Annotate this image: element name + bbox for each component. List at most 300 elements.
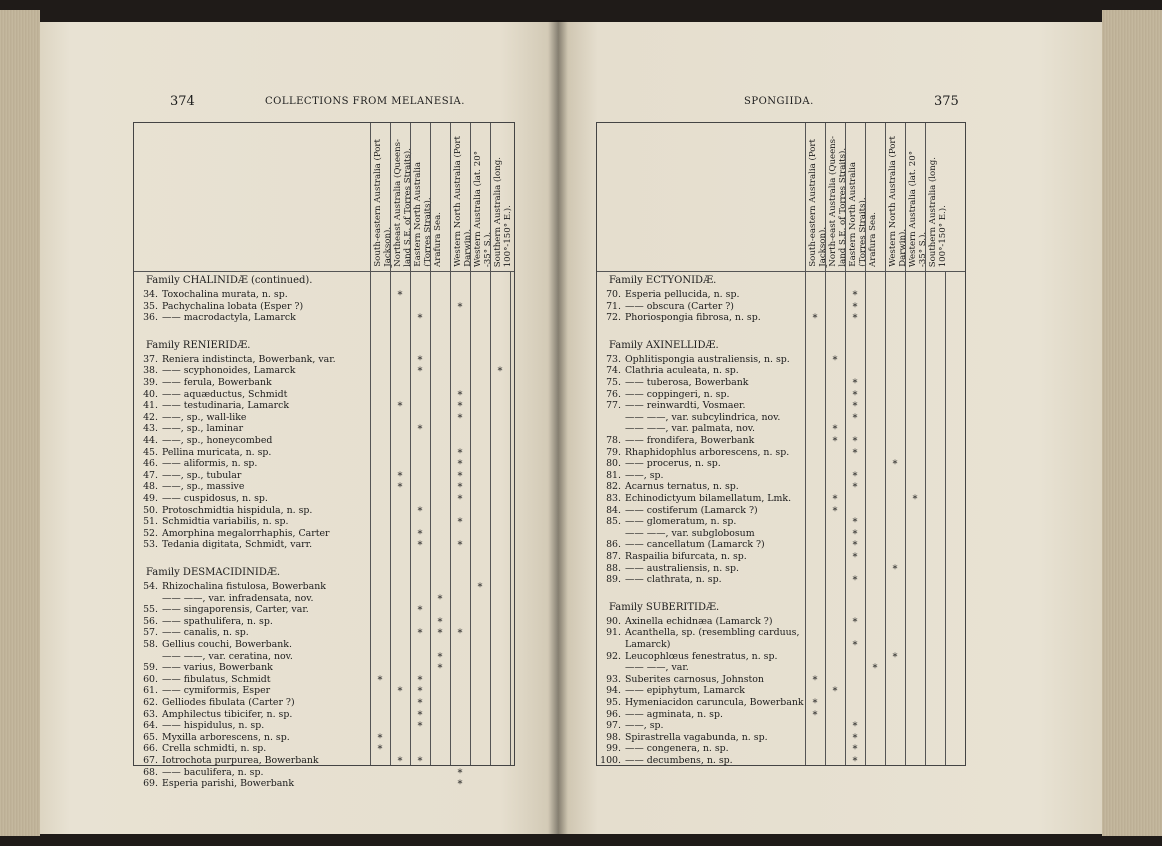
column-rule bbox=[825, 271, 826, 765]
table-row bbox=[597, 365, 805, 377]
right-page bbox=[558, 22, 1102, 834]
occurrence-mark: * bbox=[457, 494, 463, 505]
row-number: 65. bbox=[143, 731, 158, 743]
occurrence-mark: * bbox=[397, 290, 403, 301]
table-row bbox=[134, 435, 370, 447]
species-name: Acarnus ternatus, n. sp. bbox=[625, 481, 739, 493]
row-number: 52. bbox=[143, 527, 158, 539]
occurrence-mark: * bbox=[457, 470, 463, 482]
table-row bbox=[134, 447, 370, 459]
column-rule bbox=[805, 271, 806, 765]
table-row bbox=[597, 674, 805, 686]
table-row bbox=[134, 539, 370, 551]
table-row bbox=[134, 458, 370, 470]
species-name: Esperia parishi, Bowerbank bbox=[162, 778, 295, 790]
species-name: —— australiensis, n. sp. bbox=[625, 562, 739, 574]
species-name: ——, sp., massive bbox=[162, 481, 245, 493]
species-name: —— macrodactyla, Lamarck bbox=[162, 312, 296, 324]
column-header bbox=[450, 123, 473, 271]
species-name: Suberites carnosus, Johnston bbox=[625, 673, 764, 685]
occurrence-mark: * bbox=[437, 593, 443, 605]
row-number: 55. bbox=[143, 604, 158, 616]
row-number: 63. bbox=[143, 708, 158, 720]
row-number: 56. bbox=[143, 615, 158, 627]
row-number: 59. bbox=[143, 662, 158, 674]
species-name: Spirastrella vagabunda, n. sp. bbox=[625, 731, 768, 743]
column-header bbox=[925, 123, 948, 271]
column-header-text: Eastern North Australia (Torres Straits). bbox=[413, 162, 433, 267]
species-name: —— coppingeri, n. sp. bbox=[625, 388, 730, 400]
species-name: Tedania digitata, Schmidt, varr. bbox=[162, 539, 313, 551]
column-header-text: Southern Australia (long. 100°-150° E.). bbox=[928, 156, 948, 267]
species-name: —— varius, Bowerbank bbox=[162, 662, 273, 674]
table-row bbox=[134, 755, 370, 767]
table-row bbox=[597, 493, 805, 505]
species-name: Echinodictyum bilamellatum, Lmk. bbox=[625, 493, 792, 504]
row-number: 64. bbox=[143, 720, 158, 732]
row-number: 70. bbox=[606, 289, 621, 300]
occurrence-mark: * bbox=[397, 470, 403, 482]
column-rule bbox=[430, 271, 431, 765]
occurrence-mark: * bbox=[852, 616, 858, 628]
occurrence-mark: * bbox=[892, 651, 898, 663]
species-table-left bbox=[133, 122, 515, 791]
species-name: —— decumbens, n. sp. bbox=[625, 755, 733, 766]
table-row bbox=[597, 312, 805, 324]
species-name: Leucophlœus fenestratus, n. sp. bbox=[625, 650, 778, 662]
species-name: Phoriospongia fibrosa, n. sp. bbox=[625, 312, 761, 324]
column-header-text: Eastern North Australia (Torres Straits). bbox=[848, 162, 868, 267]
table-row bbox=[597, 720, 805, 732]
row-number: 77. bbox=[606, 400, 621, 412]
occurrence-mark: * bbox=[437, 651, 443, 663]
species-name: Ophlitispongia australiensis, n. sp. bbox=[625, 353, 790, 365]
table-row bbox=[134, 505, 370, 517]
species-name: —— fibulatus, Schmidt bbox=[162, 673, 271, 685]
species-name: Toxochalina murata, n. sp. bbox=[162, 289, 288, 300]
occurrence-mark: * bbox=[457, 482, 463, 494]
species-name: Myxilla arborescens, n. sp. bbox=[162, 731, 290, 743]
species-name: —— cancellatum (Lamarck ?) bbox=[625, 539, 765, 551]
table-row bbox=[597, 458, 805, 470]
table-row bbox=[597, 354, 805, 366]
table-row bbox=[134, 400, 370, 412]
species-name: Acanthella, sp. (resembling carduus, bbox=[625, 627, 800, 639]
table-row bbox=[134, 685, 370, 697]
family-heading: Family ECTYONIDÆ. bbox=[609, 275, 717, 286]
occurrence-mark: * bbox=[397, 756, 403, 767]
table-row bbox=[597, 685, 805, 697]
column-header-text: Western Australia (lat. 20° -35° S.). bbox=[908, 150, 928, 267]
species-name: Amorphina megalorrhaphis, Carter bbox=[162, 527, 330, 539]
left-page bbox=[40, 22, 558, 834]
occurrence-mark: * bbox=[832, 686, 838, 698]
species-name: —— spathulifera, n. sp. bbox=[162, 615, 273, 627]
family-heading: Family AXINELLIDÆ. bbox=[609, 339, 719, 351]
column-header bbox=[865, 123, 885, 271]
table-row bbox=[597, 301, 805, 313]
occurrence-mark: * bbox=[457, 412, 463, 424]
row-number: 51. bbox=[143, 516, 158, 528]
table-row bbox=[597, 616, 805, 628]
species-name: Reniera indistincta, Bowerbank, var. bbox=[162, 353, 336, 365]
table-row bbox=[134, 778, 370, 790]
table-row bbox=[134, 377, 370, 389]
table-row bbox=[134, 627, 370, 639]
table-row bbox=[134, 516, 370, 528]
page-edges-left bbox=[0, 10, 40, 836]
occurrence-mark: * bbox=[417, 686, 423, 698]
occurrence-mark: * bbox=[457, 447, 463, 459]
column-header-text: North-east Australia (Queens- land S.E. of Torres Straits). bbox=[828, 136, 848, 267]
row-number: 72. bbox=[606, 312, 621, 324]
row-number: 38. bbox=[143, 365, 158, 377]
row-number: 58. bbox=[143, 639, 158, 650]
species-name: Axinella echidnæa (Lamarck ?) bbox=[625, 615, 773, 627]
row-number: 96. bbox=[606, 708, 621, 720]
occurrence-mark: * bbox=[417, 721, 423, 733]
header-rule bbox=[597, 271, 965, 272]
column-rule bbox=[510, 271, 511, 765]
table-row bbox=[134, 720, 370, 732]
table-row bbox=[597, 709, 805, 721]
table-row bbox=[134, 481, 370, 493]
row-number: 78. bbox=[606, 435, 621, 446]
species-name: —— glomeratum, n. sp. bbox=[625, 516, 737, 528]
row-number: 39. bbox=[143, 377, 158, 388]
row-number: 68. bbox=[143, 766, 158, 778]
column-rule bbox=[885, 271, 886, 765]
occurrence-mark: * bbox=[397, 686, 403, 698]
occurrence-mark: * bbox=[437, 663, 443, 675]
family-heading: Family DESMACIDINIDÆ. bbox=[146, 567, 281, 578]
row-number: 75. bbox=[606, 377, 621, 388]
occurrence-mark: * bbox=[417, 366, 423, 378]
column-header bbox=[430, 123, 450, 271]
row-number: 48. bbox=[143, 481, 158, 493]
occurrence-mark: * bbox=[457, 389, 463, 401]
species-name: —— reinwardti, Vosmaer. bbox=[625, 400, 746, 412]
species-name: Clathria aculeata, n. sp. bbox=[625, 365, 739, 377]
species-name: Gellius couchi, Bowerbank. bbox=[162, 639, 292, 650]
table-row bbox=[134, 709, 370, 721]
row-number: 71. bbox=[606, 300, 621, 312]
occurrence-mark: * bbox=[892, 459, 898, 471]
column-header-text: Arafura Sea. bbox=[868, 212, 878, 267]
row-number: 79. bbox=[606, 446, 621, 458]
column-header bbox=[490, 123, 513, 271]
occurrence-mark: * bbox=[852, 313, 858, 325]
column-rule bbox=[450, 271, 451, 765]
table-row bbox=[134, 289, 370, 301]
row-number: 36. bbox=[143, 312, 158, 324]
row-number: 57. bbox=[143, 627, 158, 639]
species-name: —— baculifera, n. sp. bbox=[162, 766, 264, 778]
occurrence-mark: * bbox=[852, 517, 858, 529]
occurrence-mark: * bbox=[852, 756, 858, 767]
species-name: —— costiferum (Lamarck ?) bbox=[625, 504, 758, 516]
table-row bbox=[134, 593, 370, 605]
column-header-text: Northeast Australia (Queens- land S.E. of Torres Straits). bbox=[393, 139, 413, 267]
row-number: 69. bbox=[143, 778, 158, 790]
column-header bbox=[905, 123, 928, 271]
table-row bbox=[134, 365, 370, 377]
column-rule bbox=[410, 271, 411, 765]
occurrence-mark: * bbox=[832, 494, 838, 505]
row-number: 87. bbox=[606, 551, 621, 562]
species-name: —— cymiformis, Esper bbox=[162, 685, 271, 697]
row-number: 97. bbox=[606, 720, 621, 732]
row-number: 89. bbox=[606, 574, 621, 586]
table-row bbox=[134, 412, 370, 424]
occurrence-mark: * bbox=[417, 756, 423, 767]
row-number: 62. bbox=[143, 697, 158, 708]
table-row bbox=[134, 470, 370, 482]
occurrence-mark: * bbox=[417, 709, 423, 721]
row-number: 93. bbox=[606, 673, 621, 685]
table-row bbox=[597, 423, 805, 435]
species-name: ——, sp., honeycombed bbox=[162, 435, 273, 446]
table-row bbox=[597, 662, 805, 674]
occurrence-mark: * bbox=[417, 540, 423, 552]
occurrence-mark: * bbox=[497, 366, 503, 378]
column-rule bbox=[865, 271, 866, 765]
occurrence-mark: * bbox=[437, 616, 443, 628]
species-name: Esperia pellucida, n. sp. bbox=[625, 289, 740, 300]
row-number: 40. bbox=[143, 388, 158, 400]
column-header bbox=[390, 123, 413, 271]
row-number: 100. bbox=[600, 755, 621, 766]
running-head: SPONGIIDA. bbox=[744, 96, 814, 107]
occurrence-mark: * bbox=[457, 767, 463, 779]
occurrence-mark: * bbox=[812, 674, 818, 686]
row-number: 35. bbox=[143, 300, 158, 312]
species-name: —— ——, var. subcylindrica, nov. bbox=[625, 411, 781, 423]
species-name: Pachychalina lobata (Esper ?) bbox=[162, 300, 304, 312]
column-header-text: South-eastern Australia (Port Jackson). bbox=[808, 139, 828, 267]
table-row bbox=[597, 400, 805, 412]
column-header bbox=[470, 123, 493, 271]
table-row bbox=[597, 574, 805, 586]
table-row bbox=[134, 604, 370, 616]
occurrence-mark: * bbox=[377, 732, 383, 744]
occurrence-mark: * bbox=[417, 605, 423, 617]
table-row bbox=[597, 755, 805, 767]
column-rule bbox=[905, 271, 906, 765]
row-number: 94. bbox=[606, 685, 621, 697]
occurrence-mark: * bbox=[852, 482, 858, 494]
species-name: —— frondifera, Bowerbank bbox=[625, 435, 755, 446]
species-name: —— hispidulus, n. sp. bbox=[162, 720, 265, 732]
occurrence-mark: * bbox=[852, 470, 858, 482]
species-name: —— congenera, n. sp. bbox=[625, 743, 729, 755]
table-row bbox=[134, 662, 370, 674]
row-number: 67. bbox=[143, 755, 158, 766]
species-name: ——, sp., laminar bbox=[162, 423, 244, 435]
row-number: 60. bbox=[143, 673, 158, 685]
table-row bbox=[597, 389, 805, 401]
table-row bbox=[597, 481, 805, 493]
occurrence-mark: * bbox=[832, 354, 838, 366]
row-number: 37. bbox=[143, 353, 158, 365]
column-rule bbox=[490, 271, 491, 765]
table-row bbox=[597, 551, 805, 563]
row-number: 50. bbox=[143, 504, 158, 516]
row-number: 81. bbox=[606, 469, 621, 481]
species-name: Schmidtia variabilis, n. sp. bbox=[162, 516, 289, 528]
occurrence-mark: * bbox=[377, 674, 383, 686]
row-number: 95. bbox=[606, 697, 621, 708]
occurrence-mark: * bbox=[852, 540, 858, 552]
occurrence-mark: * bbox=[477, 582, 483, 593]
occurrence-mark: * bbox=[812, 313, 818, 325]
occurrence-mark: * bbox=[912, 494, 918, 505]
column-header-text: Western Australia (lat. 20° -35° S.). bbox=[473, 150, 493, 267]
table-row bbox=[597, 627, 805, 639]
table-row bbox=[597, 528, 805, 540]
species-name: —— ——, var. palmata, nov. bbox=[625, 423, 755, 435]
occurrence-mark: * bbox=[852, 436, 858, 447]
occurrence-mark: * bbox=[457, 301, 463, 313]
row-number: 73. bbox=[606, 353, 621, 365]
family-heading: Family CHALINIDÆ (continued). bbox=[146, 275, 313, 286]
occurrence-mark: * bbox=[832, 436, 838, 447]
species-name: Raspailia bifurcata, n. sp. bbox=[625, 551, 747, 562]
column-rule bbox=[845, 271, 846, 765]
column-rule bbox=[945, 271, 946, 765]
species-name: ——, sp. bbox=[625, 469, 664, 481]
table-row bbox=[597, 377, 805, 389]
column-header bbox=[370, 123, 393, 271]
column-header bbox=[825, 123, 848, 271]
header-rule bbox=[134, 271, 514, 272]
occurrence-mark: * bbox=[812, 698, 818, 709]
family-heading: Family RENIERIDÆ. bbox=[146, 339, 251, 351]
occurrence-mark: * bbox=[417, 424, 423, 436]
occurrence-mark: * bbox=[377, 744, 383, 756]
occurrence-mark: * bbox=[852, 552, 858, 563]
row-number: 85. bbox=[606, 516, 621, 528]
column-header-text: South-eastern Australia (Port Jackson). bbox=[373, 139, 393, 267]
occurrence-mark: * bbox=[457, 459, 463, 471]
row-number: 91. bbox=[606, 627, 621, 639]
row-number: 99. bbox=[606, 743, 621, 755]
occurrence-mark: * bbox=[832, 505, 838, 517]
row-number: 83. bbox=[606, 493, 621, 504]
species-name: —— procerus, n. sp. bbox=[625, 458, 721, 470]
species-name: ——, sp., tubular bbox=[162, 469, 242, 481]
column-header-text: Western North Australia (Port Darwin). bbox=[453, 136, 473, 267]
occurrence-mark: * bbox=[852, 301, 858, 313]
column-header bbox=[410, 123, 433, 271]
row-number: 88. bbox=[606, 562, 621, 574]
row-number: 76. bbox=[606, 388, 621, 400]
species-name: ——, sp. bbox=[625, 720, 664, 732]
occurrence-mark: * bbox=[417, 354, 423, 366]
family-heading: Family SUBERITIDÆ. bbox=[609, 601, 720, 613]
table-row bbox=[134, 581, 370, 593]
table-row bbox=[134, 312, 370, 324]
row-number: 47. bbox=[143, 469, 158, 481]
occurrence-mark: * bbox=[417, 628, 423, 640]
table-row bbox=[597, 505, 805, 517]
occurrence-mark: * bbox=[872, 663, 878, 675]
table-row bbox=[597, 539, 805, 551]
column-rule bbox=[390, 271, 391, 765]
table-row bbox=[597, 563, 805, 575]
table-row bbox=[597, 743, 805, 755]
column-header-text: Southern Australia (long. 100°-150° E.). bbox=[493, 156, 513, 267]
row-number: 92. bbox=[606, 650, 621, 662]
table-row bbox=[597, 516, 805, 528]
occurrence-mark: * bbox=[457, 628, 463, 640]
column-header-text: Western North Australia (Port Darwin). bbox=[888, 136, 908, 267]
row-number: 84. bbox=[606, 504, 621, 516]
row-number: 42. bbox=[143, 411, 158, 423]
species-table-right bbox=[596, 122, 966, 766]
row-number: 74. bbox=[606, 365, 621, 377]
species-name: Crella schmidti, n. sp. bbox=[162, 743, 267, 755]
column-header bbox=[885, 123, 908, 271]
table-row bbox=[134, 651, 370, 663]
occurrence-mark: * bbox=[397, 482, 403, 494]
occurrence-mark: * bbox=[852, 528, 858, 540]
species-name: Iotrochota purpurea, Bowerbank bbox=[162, 755, 319, 766]
table-row bbox=[134, 674, 370, 686]
species-name: Hymeniacidon caruncula, Bowerbank bbox=[625, 697, 804, 708]
species-name: ——, sp., wall-like bbox=[162, 411, 247, 423]
occurrence-mark: * bbox=[417, 505, 423, 517]
column-rule bbox=[470, 271, 471, 765]
occurrence-mark: * bbox=[417, 674, 423, 686]
occurrence-mark: * bbox=[812, 709, 818, 721]
species-name: —— ferula, Bowerbank bbox=[162, 377, 272, 388]
species-name: Gelliodes fibulata (Carter ?) bbox=[162, 697, 295, 708]
row-number: 44. bbox=[143, 435, 158, 446]
column-header bbox=[805, 123, 828, 271]
occurrence-mark: * bbox=[457, 401, 463, 413]
row-number: 49. bbox=[143, 493, 158, 504]
book-gutter bbox=[548, 20, 568, 834]
row-number: 90. bbox=[606, 615, 621, 627]
table-row bbox=[134, 301, 370, 313]
table-row bbox=[597, 639, 805, 651]
species-name: —— aliformis, n. sp. bbox=[162, 458, 258, 470]
row-number: 43. bbox=[143, 423, 158, 435]
occurrence-mark: * bbox=[852, 732, 858, 744]
row-number: 34. bbox=[143, 289, 158, 300]
row-number: 54. bbox=[143, 581, 158, 592]
occurrence-mark: * bbox=[852, 290, 858, 301]
column-header bbox=[845, 123, 868, 271]
species-name: —— ——, var. ceratina, nov. bbox=[162, 650, 293, 662]
row-number: 86. bbox=[606, 539, 621, 551]
row-number: 61. bbox=[143, 685, 158, 697]
species-name: —— epiphytum, Lamarck bbox=[625, 685, 745, 697]
row-number: 66. bbox=[143, 743, 158, 755]
table-row bbox=[134, 389, 370, 401]
table-row bbox=[597, 697, 805, 709]
occurrence-mark: * bbox=[832, 424, 838, 436]
species-name: Rhaphidophlus arborescens, n. sp. bbox=[625, 446, 790, 458]
occurrence-mark: * bbox=[397, 401, 403, 413]
table-row bbox=[597, 470, 805, 482]
page-number: 375 bbox=[934, 94, 959, 109]
species-name: —— scyphonoides, Lamarck bbox=[162, 365, 296, 377]
table-row bbox=[597, 412, 805, 424]
table-row bbox=[134, 639, 370, 651]
occurrence-mark: * bbox=[852, 389, 858, 401]
